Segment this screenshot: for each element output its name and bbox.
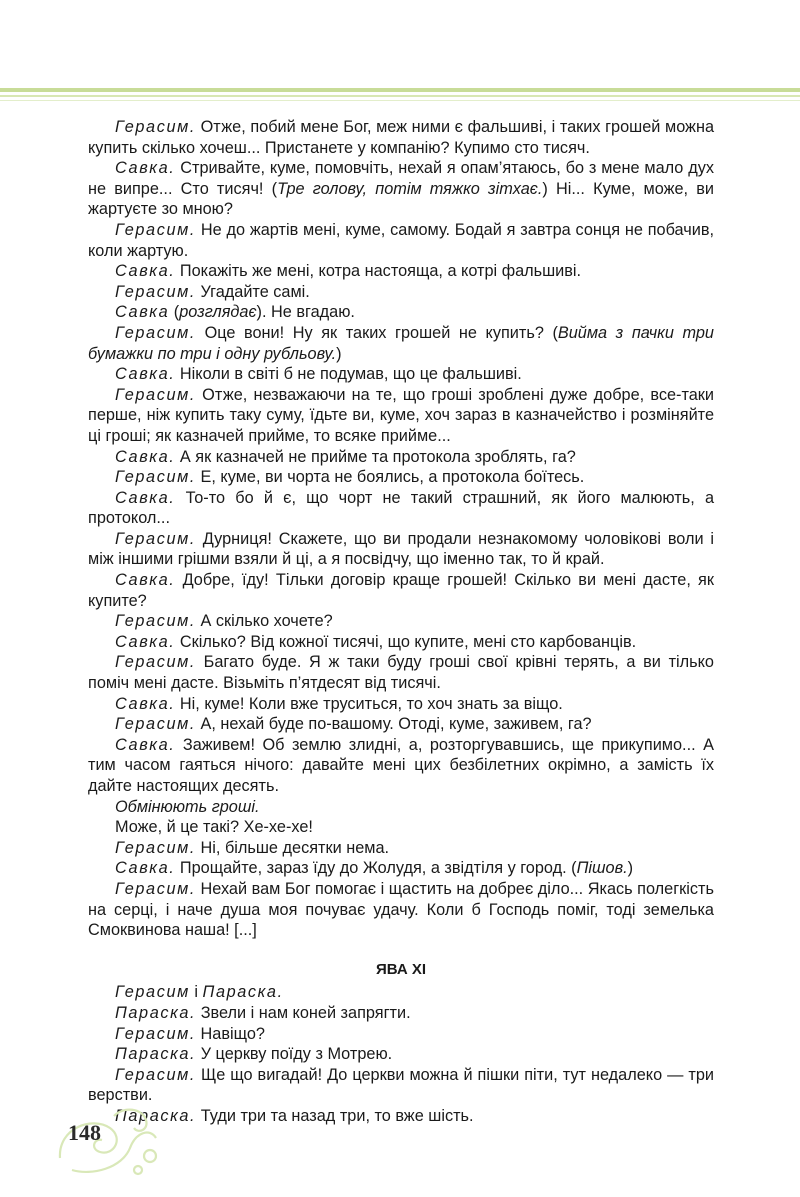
speech-text-after: ) — [627, 859, 634, 878]
dialogue-line — [88, 282, 714, 303]
speech-text: А як казначей не прийме та протокола зроблять, га? — [175, 447, 576, 466]
dialogue-line — [88, 364, 714, 385]
speech-text: Звели і нам коней запрягти. — [196, 1003, 411, 1022]
speech-text-after: ) Ні... Куме, може, ви жартуєте зо мною? — [88, 179, 714, 219]
speech-text: Нехай вам Бог помогає і щастить на добреє діло... Якась полегкість на серці, і наче душа моя почуває удачу. Коли б Господь поміг, тоді земелька Смоквинова наша! [...] — [88, 879, 714, 940]
speaker-name: Савка. — [115, 571, 176, 590]
dialogue-line — [88, 220, 714, 261]
speech-text: Покажіть же мені, котра настояща, а котрі фальшиві. — [175, 262, 582, 281]
dialogue-line — [88, 385, 714, 447]
dialogue-line — [88, 323, 714, 364]
speech-text: Оце вони! Ну як таких грошей не купить? ( — [196, 323, 558, 342]
dialogue-line — [88, 117, 714, 158]
dialogue-line — [88, 735, 714, 797]
stage-remark: розглядає — [179, 303, 257, 322]
page-body — [88, 117, 714, 1127]
speaker-name: Савка. — [115, 262, 176, 281]
speaker-name: Герасим. — [115, 323, 196, 342]
speaker-name: Герасим. — [115, 838, 196, 857]
speaker-name: Герасим. — [115, 1024, 196, 1043]
dialogue-line — [88, 838, 714, 859]
dialogue-line — [88, 1024, 714, 1045]
header-rule-thin — [0, 95, 800, 97]
speaker-name: Герасим. — [115, 118, 196, 136]
speaker-name: Герасим. — [115, 1065, 196, 1084]
speaker-name: Савка. — [115, 859, 176, 878]
speaker-name: Савка. — [115, 447, 176, 466]
dialogue-line — [88, 447, 714, 468]
stage-remark: Пішов. — [576, 859, 628, 878]
dialogue-line — [88, 570, 714, 611]
speaker-name: Параска. — [115, 1106, 197, 1125]
dialogue-line — [88, 488, 714, 529]
speaker-name: Герасим. — [115, 612, 196, 631]
speech-text: Туди три та назад три, то вже шість. — [196, 1106, 474, 1125]
speech-text: У церкву поїду з Мотрею. — [196, 1045, 393, 1064]
scene-dialogue-end — [88, 838, 714, 941]
dialogue-line — [88, 1003, 714, 1024]
stage-remark: Вийма з пачки три бумажки по три і одну рубльову. — [88, 323, 714, 363]
cast-conjunction: і — [189, 983, 203, 1002]
speech-text: Стривайте, куме, помовчіть, нехай я опам’ятаюсь, бо з мене мало дух не випре... Сто тисяч! ( — [88, 159, 714, 198]
dialogue-line — [88, 879, 714, 941]
cast-name: Герасим — [115, 983, 190, 1002]
speech-text: Скілько? Від кожної тисячі, що купите, мені сто карбованців. — [175, 632, 637, 651]
dialogue-line — [88, 1065, 714, 1106]
dialogue-line — [88, 529, 714, 570]
speaker-name: Савка. — [115, 365, 176, 384]
speaker-name: Параска. — [115, 1003, 197, 1022]
speaker-name: Герасим. — [115, 653, 196, 672]
speech-text-after: ) — [336, 344, 342, 363]
scene-dialogue — [88, 117, 714, 797]
dialogue-continuation: Може, й це такі? Хе-хе-хе! — [115, 818, 313, 837]
speech-text: А, нехай буде по-вашому. Отоді, куме, заживем, га? — [196, 715, 592, 734]
speech-text: А скілько хочете? — [196, 612, 333, 631]
stage-remark: Тре голову, потім тяжко зітхає. — [277, 179, 543, 198]
dialogue-line — [88, 261, 714, 282]
header-rule-hairline — [0, 100, 800, 101]
speech-text: Е, куме, ви чорта не боялись, а протокола боїтесь. — [196, 468, 585, 487]
dialogue-line — [88, 302, 714, 323]
dialogue-line — [88, 694, 714, 715]
dialogue-line — [88, 652, 714, 693]
speaker-name: Савка. — [115, 632, 176, 651]
dialogue-line — [88, 858, 714, 879]
speech-text: Дурниця! Скажете, що ви продали незнакомому чоловікові воли і між іншими грішми взяли й ці, а я посвідчу, що іменно так, то й край. — [88, 529, 714, 569]
speaker-name: Герасим. — [115, 282, 196, 301]
dialogue-line — [88, 611, 714, 632]
stage-direction: Обмінюють гроші. — [115, 797, 260, 816]
dialogue-line — [88, 158, 714, 220]
scene-cast — [88, 982, 714, 1003]
speaker-name: Параска. — [115, 1045, 197, 1064]
speaker-name: Герасим. — [115, 529, 196, 548]
page-number: 148 — [68, 1120, 101, 1145]
speaker-name: Савка — [115, 303, 170, 322]
speech-text: Ні, куме! Коли вже труситься, то хоч знать за віщо. — [175, 694, 563, 713]
speaker-name: Савка. — [115, 488, 176, 507]
speech-text: ( — [169, 303, 180, 322]
scene-heading: ЯВА ХІ — [375, 960, 427, 978]
speaker-name: Савка. — [115, 735, 176, 754]
speech-text: Отже, незважаючи на те, що гроші зроблені дуже добре, все-таки перше, ніж купить таку суму, їдьте ви, куме, хоч зараз в казначейство і розміняйте ці гроші; як казначей прийме, то всяке прийме... — [88, 385, 714, 445]
header-rule — [0, 88, 800, 92]
cast-name: Параска. — [202, 983, 284, 1002]
speaker-name: Герасим. — [115, 879, 196, 898]
speaker-name: Савка. — [115, 694, 176, 713]
dialogue-line — [88, 632, 714, 653]
dialogue-line — [88, 467, 714, 488]
speech-text: Ніколи в світі б не подумав, що це фальшиві. — [175, 365, 522, 384]
dialogue-line — [88, 1044, 714, 1065]
speaker-name: Герасим. — [115, 220, 196, 239]
dialogue-line — [88, 714, 714, 735]
speech-text: Добре, їду! Тільки договір краще грошей! Скілько ви мені дасте, як купите? — [88, 571, 714, 610]
speech-text: Не до жартів мені, куме, самому. Бодай я завтра сонця не побачив, коли жартую. — [88, 220, 714, 260]
speech-text: Ще що вигадай! До церкви можна й пішки піти, тут недалеко — три верстви. — [88, 1065, 714, 1105]
speech-text: То-то бо й є, що чорт не такий страшний, як його малюють, а протокол... — [88, 488, 714, 528]
scene-dialogue-2 — [88, 1003, 714, 1127]
speaker-name: Герасим. — [115, 715, 196, 734]
dialogue-line — [88, 1106, 714, 1127]
speech-text-after: ). Не вгадаю. — [256, 303, 355, 322]
speech-text: Багато буде. Я ж таки буду гроші свої крівні терять, а ви тілько поміч мені дасте. Візьміть п’ятдесят від тисячі. — [88, 653, 714, 693]
speech-text: Навіщо? — [196, 1024, 265, 1043]
speech-text: Прощайте, зараз їду до Жолудя, а звідтіля у город. ( — [175, 859, 577, 878]
speech-text: Отже, побий мене Бог, меж ними є фальшиві, і таких грошей можна купить скілько хочеш... Пристанете у компанію? Купимо сто тисяч. — [88, 118, 714, 157]
speech-text: Ні, більше десятки нема. — [196, 838, 390, 857]
speaker-name: Герасим. — [115, 385, 196, 404]
speaker-name: Герасим. — [115, 468, 196, 487]
speech-text: Заживем! Об землю злидні, а, розторгувавшись, ще прикупимо... А тим часом гаяться нічого: давайте мені цих безбілетних окрімно, а замість їх дайте настоящих десять. — [88, 735, 714, 795]
speech-text: Угадайте самі. — [196, 282, 310, 301]
speaker-name: Савка. — [115, 159, 176, 178]
